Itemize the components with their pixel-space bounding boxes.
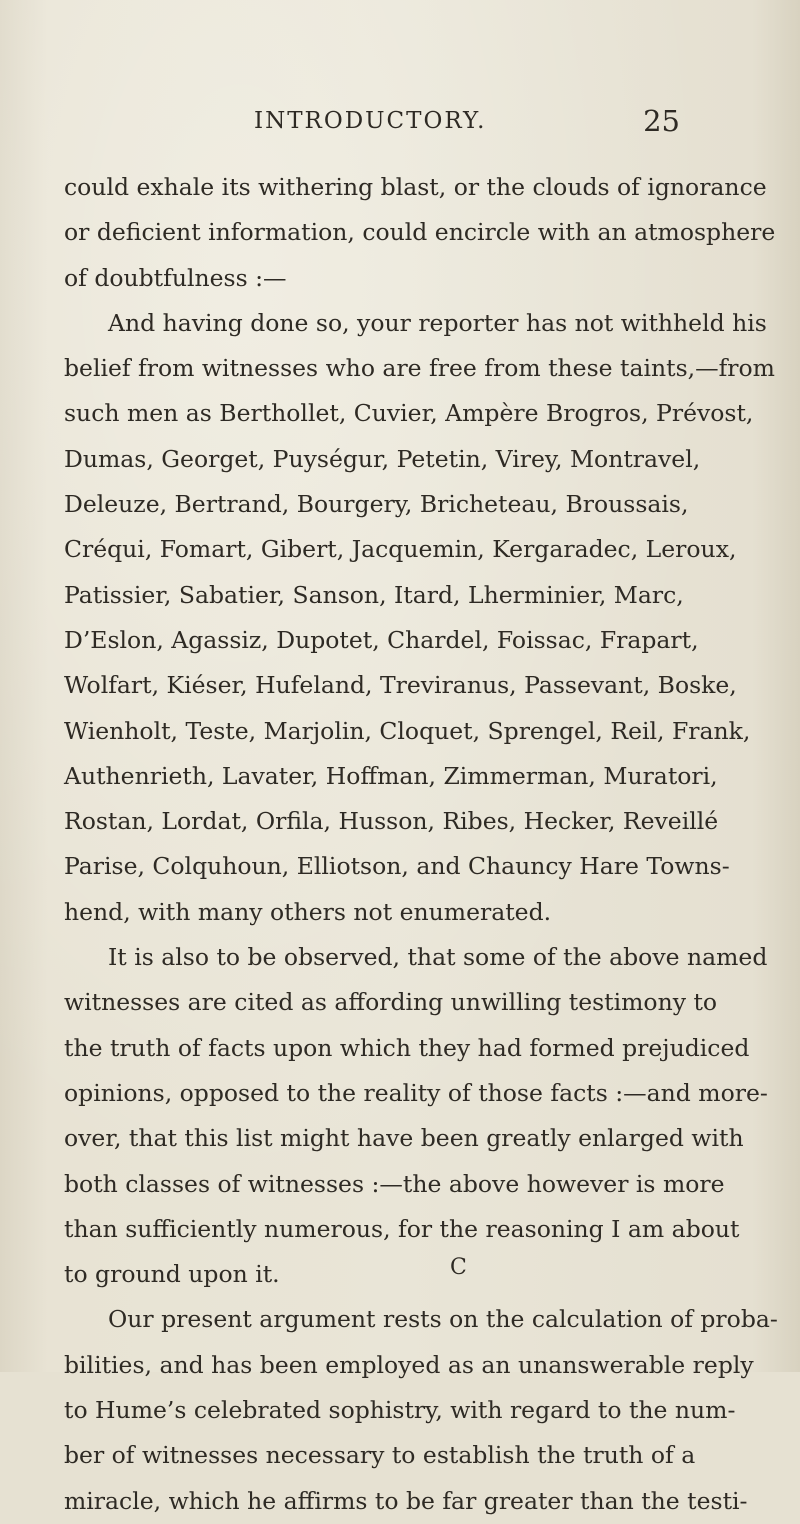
text-line: Wienholt, Teste, Marjolin, Cloquet, Sprengel, Reil, Frank, <box>64 716 751 745</box>
text-line: Créqui, Fomart, Gibert, Jacquemin, Kergaradec, Leroux, <box>64 535 737 564</box>
text-line: And having done so, your reporter has not withheld his <box>108 308 767 337</box>
text-line: the truth of facts upon which they had formed prejudiced <box>64 1033 750 1062</box>
text-line: both classes of witnesses :—the above however is more <box>64 1169 725 1198</box>
text-line: witnesses are cited as affording unwilling testimony to <box>64 988 718 1017</box>
page-number: 25 <box>643 104 680 138</box>
text-line: than sufficiently numerous, for the reasoning I am about <box>64 1214 740 1243</box>
text-line: of doubtfulness :— <box>64 263 287 292</box>
text-line: D’Eslon, Agassiz, Dupotet, Chardel, Foissac, Frapart, <box>64 625 699 654</box>
text-line: Patissier, Sabatier, Sanson, Itard, Lherminier, Marc, <box>64 580 684 609</box>
text-line: Wolfart, Kiéser, Hufeland, Treviranus, Passevant, Boske, <box>64 671 737 700</box>
text-line: such men as Berthollet, Cuvier, Ampère Brogros, Prévost, <box>64 399 754 428</box>
text-line: belief from witnesses who are free from these taints,—from <box>64 354 775 383</box>
text-line: could exhale its withering blast, or the clouds of ignorance <box>64 173 767 201</box>
text-line: Authenrieth, Lavater, Hoffman, Zimmerman, Muratori, <box>64 761 718 790</box>
text-line: to Hume’s celebrated sophistry, with regard to the num- <box>64 1396 736 1425</box>
text-line: opinions, opposed to the reality of those facts :—and more- <box>64 1078 768 1107</box>
text-line: hend, with many others not enumerated. <box>64 897 552 926</box>
text-line: Dumas, Georget, Puységur, Petetin, Virey, Montravel, <box>64 444 701 473</box>
text-line: Rostan, Lordat, Orfila, Husson, Ribes, Hecker, Reveillé <box>64 807 719 836</box>
text-line: Deleuze, Bertrand, Bourgery, Bricheteau, Broussais, <box>64 490 689 519</box>
text-line: Parise, Colquhoun, Elliotson, and Chauncy Hare Towns- <box>64 852 730 881</box>
text-line: to ground upon it. <box>64 1260 280 1289</box>
signature-mark: C <box>450 1255 467 1280</box>
text-line: or deficient information, could encircle with an atmosphere <box>64 218 776 247</box>
text-line: ber of witnesses necessary to establish the truth of a <box>64 1441 696 1470</box>
page-header <box>64 104 680 144</box>
text-line: miracle, which he affirms to be far greater than the testi- <box>64 1486 748 1515</box>
text-line: Our present argument rests on the calculation of proba- <box>108 1305 778 1334</box>
running-head: INTRODUCTORY. <box>254 108 487 134</box>
text-line: over, that this list might have been greatly enlarged with <box>64 1124 744 1153</box>
body-text <box>64 165 778 1524</box>
text-line: It is also to be observed, that some of the above named <box>108 943 768 972</box>
text-line: bilities, and has been employed as an unanswerable reply <box>64 1350 754 1379</box>
